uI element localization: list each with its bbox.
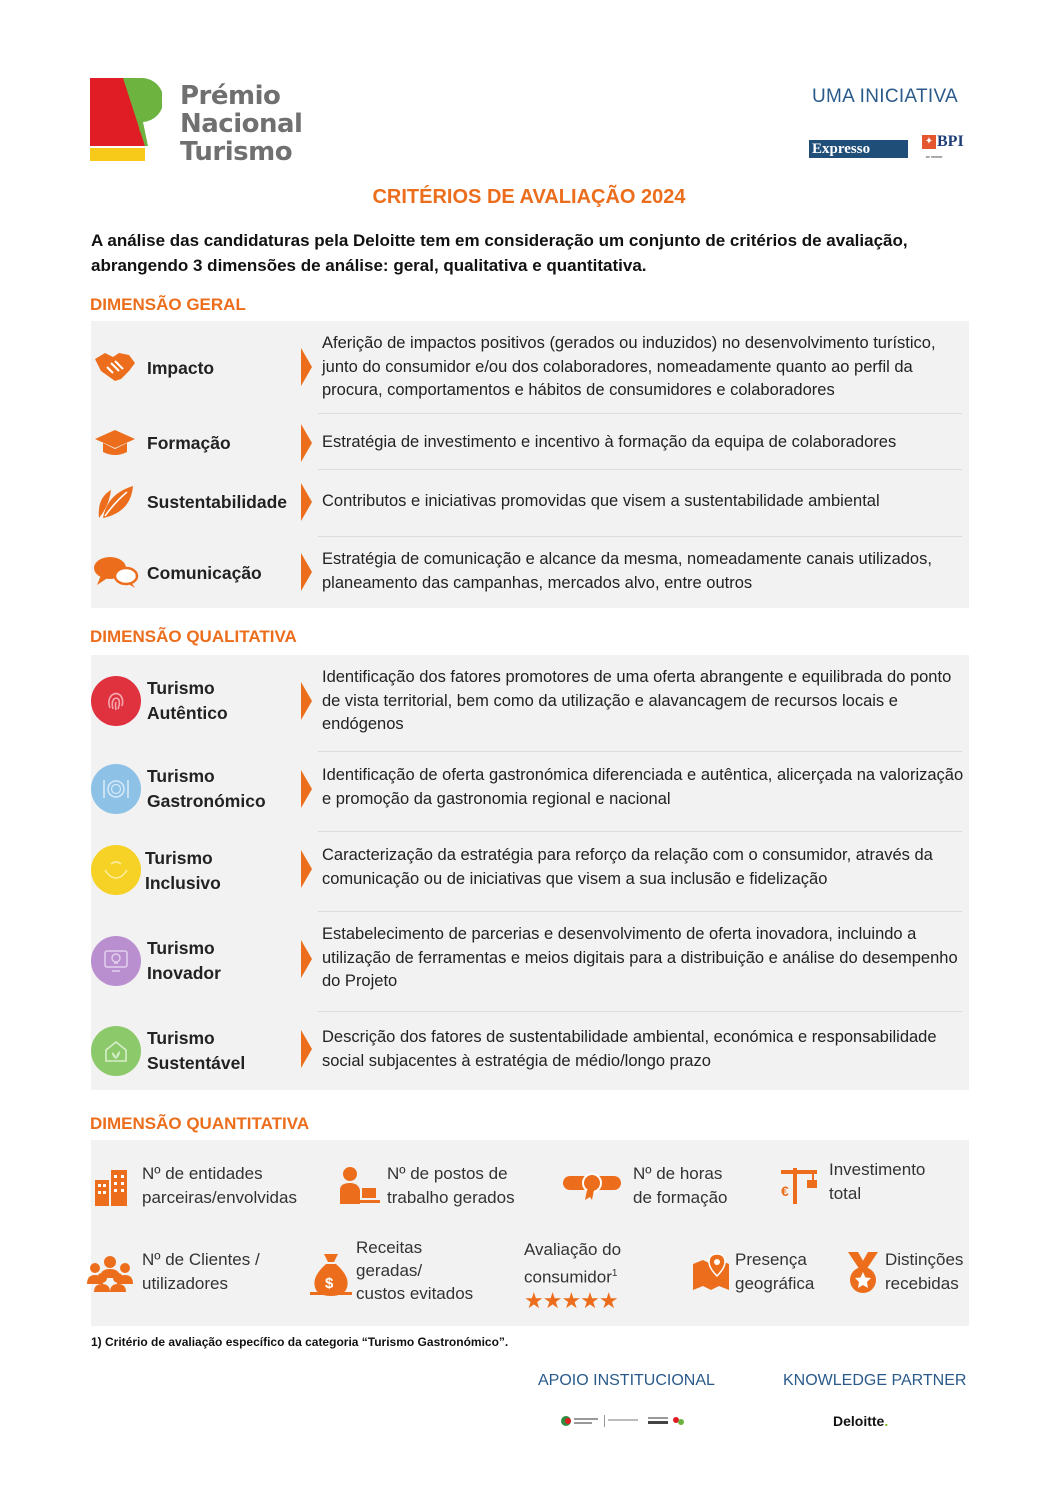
speech-bubbles-icon bbox=[93, 555, 139, 591]
people-group-icon bbox=[85, 1254, 135, 1292]
lightbulb-screen-icon bbox=[91, 936, 141, 986]
criteria-label: Impacto bbox=[147, 358, 215, 378]
metric-receitas: Receitas geradas/ custos evitados bbox=[356, 1238, 474, 1303]
plate-cutlery-icon bbox=[91, 764, 141, 814]
map-pin-icon bbox=[691, 1252, 731, 1292]
svg-text:€: € bbox=[781, 1183, 789, 1199]
graduation-cap-icon bbox=[93, 428, 137, 458]
criteria-description: Caracterização da estratégia para reforço da relação com o consumidor, através da comunicação ou de iniciativas que visem a sua inclusão e fidelização bbox=[322, 846, 933, 888]
svg-text:$: $ bbox=[325, 1275, 334, 1292]
deloitte-logo: Deloitte. bbox=[833, 1413, 889, 1429]
criteria-label: Comunicação bbox=[147, 563, 262, 583]
criteria-row-comunicacao bbox=[91, 537, 969, 608]
metric-presenca-geografica: Presença geográfica bbox=[735, 1250, 815, 1293]
hands-heart-icon bbox=[91, 845, 141, 895]
chevron-right-icon bbox=[301, 348, 312, 386]
criteria-row-turismo-gastronomico bbox=[91, 752, 969, 831]
metric-horas-formacao: Nº de horas de formação bbox=[633, 1164, 728, 1207]
criteria-description: Aferição de impactos positivos (gerados ou induzidos) no desenvolvimento turístico, junto do consumidor e/ou dos colaboradores, nomeadamente quanto ao perfil da procura, comportamentos e hábitos de consumidores e colaboradores bbox=[322, 334, 936, 399]
crane-euro-icon bbox=[779, 1166, 819, 1206]
criteria-label: Turismo Sustentável bbox=[147, 1028, 246, 1073]
premio-logo-mark bbox=[90, 78, 162, 162]
section-title-quantitativa: DIMENSÃO QUANTITATIVA bbox=[90, 1114, 310, 1133]
chevron-right-icon bbox=[301, 770, 312, 808]
chevron-right-icon bbox=[301, 682, 312, 720]
stars-icon: ★★★★★ bbox=[524, 1287, 618, 1313]
chevron-right-icon bbox=[301, 553, 312, 591]
metric-clientes: Nº de Clientes / utilizadores bbox=[142, 1250, 260, 1293]
apoio-institucional-label: APOIO INSTITUCIONAL bbox=[538, 1372, 715, 1389]
criteria-description: Contributos e iniciativas promovidas que visem a sustentabilidade ambiental bbox=[322, 492, 880, 510]
metric-entidades: Nº de entidades parceiras/envolvidas bbox=[142, 1164, 297, 1207]
worker-desk-icon bbox=[338, 1166, 380, 1206]
criteria-description: Identificação de oferta gastronómica diferenciada e autêntica, alicerçada na valorização e promoção da gastronomia regional e nacional bbox=[322, 766, 964, 808]
logo-line: Prémio bbox=[180, 81, 281, 111]
money-bag-icon bbox=[310, 1252, 352, 1296]
bpi-logo: ✦ BPI ━ ━━━ bbox=[922, 133, 966, 163]
panel-geral bbox=[91, 321, 969, 608]
metric-postos-trabalho: Nº de postos de trabalho gerados bbox=[387, 1164, 515, 1207]
section-title-geral: DIMENSÃO GERAL bbox=[90, 295, 246, 314]
metric-avaliacao-consumidor: Avaliação do consumidor$^1$ ★★★★★ bbox=[524, 1240, 622, 1313]
criteria-description: Estratégia de investimento e incentivo à formação da equipa de colaboradores bbox=[322, 433, 897, 451]
handshake-icon bbox=[93, 349, 137, 385]
eco-house-icon bbox=[91, 1026, 141, 1076]
criteria-row-turismo-autentico bbox=[91, 655, 969, 751]
page-title: CRITÉRIOS DE AVALIAÇÃO 2024 bbox=[372, 186, 686, 208]
chevron-right-icon bbox=[301, 850, 312, 888]
criteria-description: Descrição dos fatores de sustentabilidade ambiental, económica e responsabilidade social subjacentes à estratégia de médio/longo prazo bbox=[322, 1028, 937, 1070]
chevron-right-icon bbox=[301, 424, 312, 462]
leaf-icon bbox=[93, 484, 137, 520]
logo-line: Nacional bbox=[180, 109, 303, 139]
expresso-logo: Expresso bbox=[809, 140, 908, 158]
chevron-right-icon bbox=[301, 940, 312, 978]
criteria-row-turismo-inovador bbox=[91, 912, 969, 1011]
metric-distincoes: Distinções recebidas bbox=[885, 1250, 964, 1293]
chevron-right-icon bbox=[301, 1030, 312, 1068]
criteria-label: Turismo Gastronómico bbox=[147, 766, 266, 811]
criteria-row-turismo-inclusivo bbox=[91, 832, 969, 911]
criteria-label: Turismo Inovador bbox=[147, 938, 221, 983]
criteria-label: Formação bbox=[147, 433, 231, 453]
criteria-description: Estabelecimento de parcerias e desenvolvimento de oferta inovadora, incluindo a utilização de ferramentas e meios digitais para a distribuição e análise do desempenho do Projeto bbox=[322, 925, 958, 990]
section-title-qualitativa: DIMENSÃO QUALITATIVA bbox=[90, 627, 297, 646]
panel-quantitativa bbox=[91, 1140, 969, 1326]
knowledge-partner-label: KNOWLEDGE PARTNER bbox=[783, 1372, 967, 1389]
premio-logo-text bbox=[180, 82, 302, 166]
criteria-label: Sustentabilidade bbox=[147, 492, 288, 512]
buildings-icon bbox=[93, 1166, 129, 1206]
logo-line: Turismo bbox=[180, 137, 293, 167]
institutional-logos bbox=[560, 1413, 686, 1429]
metric-investimento: Investimento total bbox=[829, 1160, 926, 1203]
initiative-label: UMA INICIATIVA bbox=[812, 86, 959, 107]
criteria-label: Turismo Inclusivo bbox=[145, 848, 221, 893]
footnote: 1) Critério de avaliação específico da categoria “Turismo Gastronómico”. bbox=[91, 1335, 509, 1349]
criteria-row-formacao bbox=[91, 414, 969, 470]
intro-paragraph: A análise das candidaturas pela Deloitte tem em consideração um conjunto de critérios de avaliação, abrangendo 3 dimensões de análise: geral, qualitativa e quantitativa. bbox=[91, 231, 908, 275]
diploma-icon bbox=[561, 1172, 623, 1200]
criteria-label: Turismo Autêntico bbox=[147, 678, 228, 723]
medal-icon bbox=[844, 1250, 882, 1296]
criteria-row-impacto bbox=[91, 321, 969, 413]
criteria-row-sustentabilidade bbox=[91, 470, 969, 536]
fingerprint-icon bbox=[91, 676, 141, 726]
panel-qualitativa bbox=[91, 655, 969, 1090]
criteria-row-turismo-sustentavel bbox=[91, 1012, 969, 1090]
chevron-right-icon bbox=[301, 483, 312, 521]
criteria-description: Identificação dos fatores promotores de uma oferta abrangente e equilibrada do ponto de vista territorial, bem como da utilização e alavancagem de recursos locais e endógenos bbox=[322, 668, 952, 733]
criteria-description: Estratégia de comunicação e alcance da mesma, nomeadamente canais utilizados, planeamento das campanhas, mercados alvo, entre outros bbox=[322, 550, 932, 592]
